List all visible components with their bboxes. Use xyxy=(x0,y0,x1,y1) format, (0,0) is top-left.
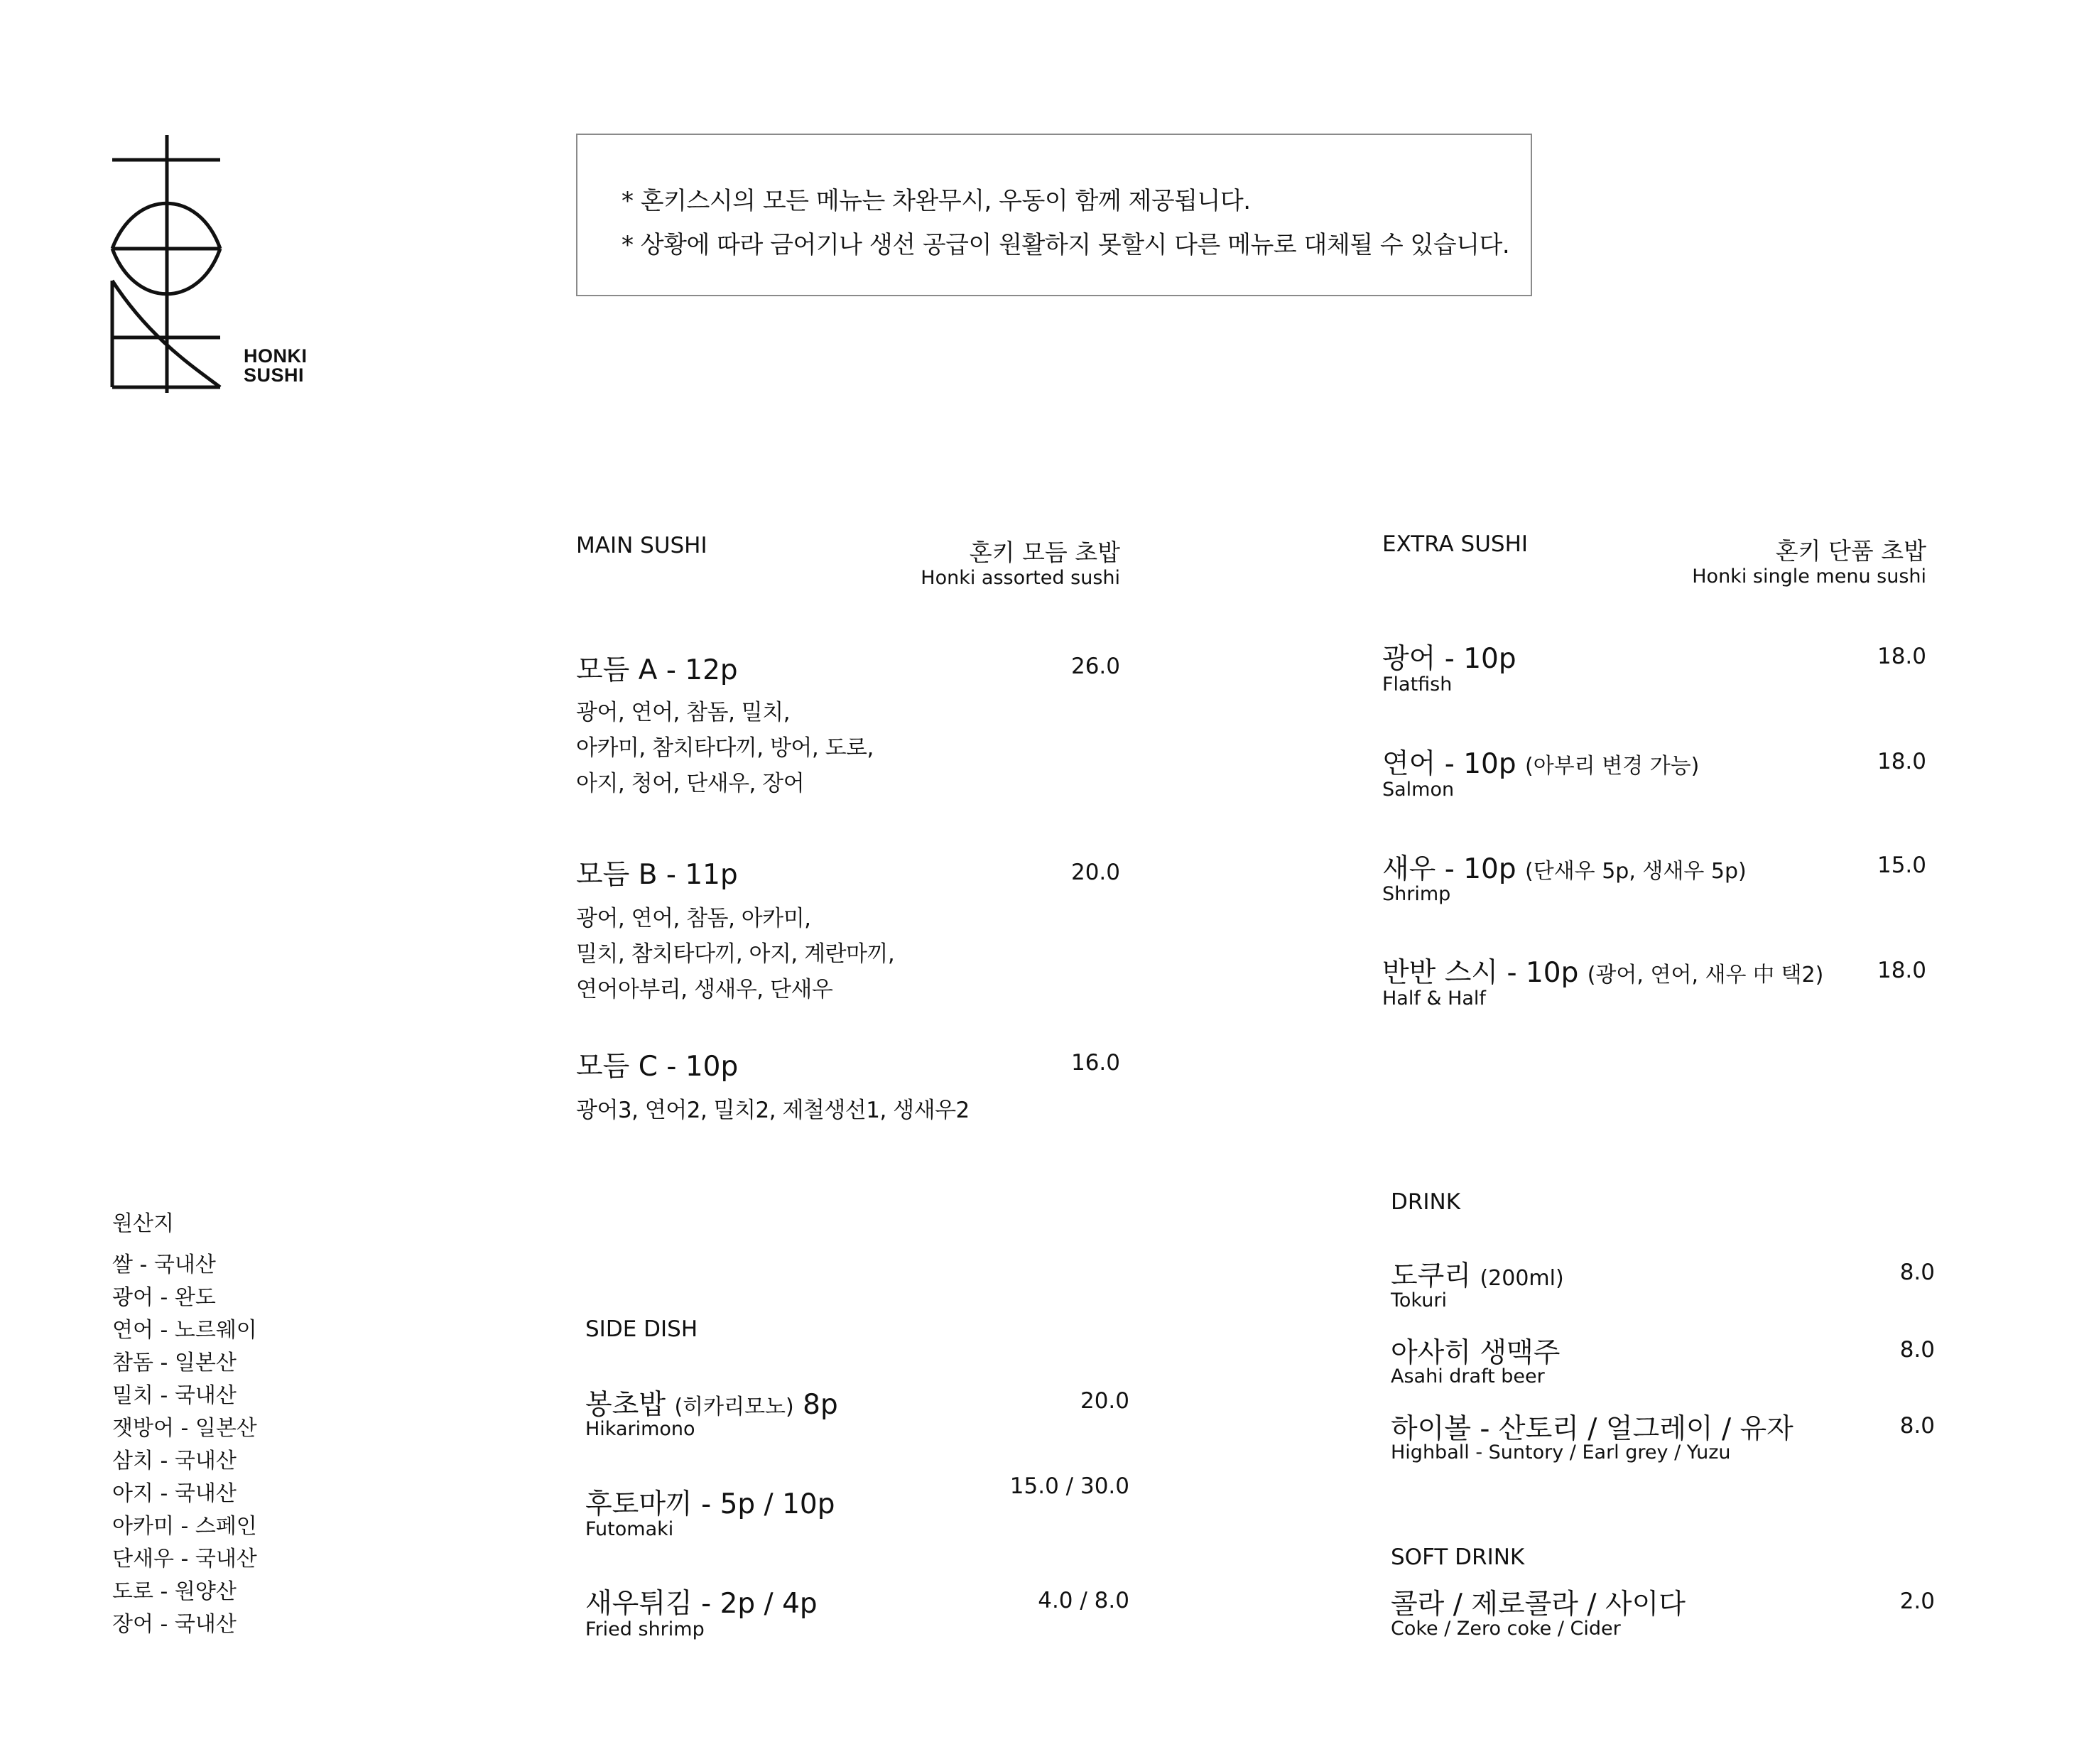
item-name: 하이볼 - 산토리 / 얼그레이 / 유자 xyxy=(1391,1413,1793,1445)
origin-item: 밀치 - 국내산 xyxy=(112,1383,237,1408)
item-name: 봉초밥 (히카리모노) 8p xyxy=(585,1389,838,1421)
notice-line-2: * 상황에 따라 금어기나 생선 공급이 원활하지 못할시 다른 메뉴로 대체될 수 있습니다. xyxy=(622,231,1510,259)
item-name-english: Half & Half xyxy=(1382,987,1486,1010)
item-price: 2.0 xyxy=(1899,1589,1935,1614)
item-price: 8.0 xyxy=(1899,1413,1935,1439)
item-price: 16.0 xyxy=(1070,1050,1120,1076)
item-note: (히카리모노) xyxy=(674,1395,794,1419)
item-price: 8.0 xyxy=(1899,1337,1935,1363)
extra-sushi-title-en: Honki single menu sushi xyxy=(1692,566,1926,588)
origin-item: 아지 - 국내산 xyxy=(112,1481,237,1506)
notice-box xyxy=(576,134,1532,296)
origin-title: 원산지 xyxy=(112,1211,174,1236)
item-name-english: Fried shrimp xyxy=(585,1618,705,1640)
origin-item: 쌀 - 국내산 xyxy=(112,1252,216,1277)
item-price: 15.0 xyxy=(1877,853,1926,878)
item-description: 광어, 연어, 참돔, 밀치, 아카미, 참치타다끼, 방어, 도로, 아지, 청어, 단새우, 장어 xyxy=(576,700,874,796)
brand-name-line2: SUSHI xyxy=(244,364,305,386)
item-description: 광어3, 연어2, 밀치2, 제철생선1, 생새우2 xyxy=(576,1098,970,1123)
item-name-english: Hikarimono xyxy=(585,1418,695,1440)
origin-item: 삼치 - 국내산 xyxy=(112,1449,237,1473)
brand-name-line1: HONKI xyxy=(244,345,308,367)
item-name-english: Futomaki xyxy=(585,1518,674,1540)
item-price: 26.0 xyxy=(1070,654,1120,679)
origin-item: 연어 - 노르웨이 xyxy=(112,1318,257,1343)
item-description: 광어, 연어, 참돔, 아카미, 밀치, 참치타다끼, 아지, 계란마끼, 연어아부리, 생새우, 단새우 xyxy=(576,906,895,1002)
origin-item: 참돔 - 일본산 xyxy=(112,1351,237,1375)
item-name: 모듬 C - 10p xyxy=(576,1051,739,1083)
item-price: 18.0 xyxy=(1877,749,1926,774)
side-dish-title: SIDE DISH xyxy=(585,1316,698,1342)
main-sushi-title-ko: 혼키 모듬 초밥 xyxy=(969,539,1120,566)
item-name: 모듬 A - 12p xyxy=(576,654,738,686)
item-name-english: Shrimp xyxy=(1382,883,1451,905)
soft-drink-title: SOFT DRINK xyxy=(1391,1544,1525,1570)
item-price: 18.0 xyxy=(1877,958,1926,983)
item-note: (광어, 연어, 새우 中 택2) xyxy=(1587,963,1824,987)
item-name-english: Coke / Zero coke / Cider xyxy=(1391,1618,1621,1640)
origin-item: 단새우 - 국내산 xyxy=(112,1547,257,1571)
item-price: 4.0 / 8.0 xyxy=(1038,1588,1129,1613)
item-name-english: Salmon xyxy=(1382,779,1455,801)
item-name: 콜라 / 제로콜라 / 사이다 xyxy=(1391,1589,1686,1620)
origin-item: 장어 - 국내산 xyxy=(112,1612,237,1637)
item-note: (아부리 변경 가능) xyxy=(1525,754,1700,779)
item-name-english: Flatfish xyxy=(1382,673,1453,696)
main-sushi-title-en: Honki assorted sushi xyxy=(921,567,1120,589)
item-name-english: Tokuri xyxy=(1391,1289,1447,1311)
item-name: 모듬 B - 11p xyxy=(576,859,738,891)
item-note: (단새우 5p, 생새우 5p) xyxy=(1525,859,1747,884)
item-name: 연어 - 10p (아부리 변경 가능) xyxy=(1382,748,1700,780)
origin-list xyxy=(112,1249,257,1641)
origin-item: 광어 - 완도 xyxy=(112,1285,216,1310)
item-price: 18.0 xyxy=(1877,644,1926,669)
item-price: 20.0 xyxy=(1080,1388,1129,1414)
main-sushi-title: MAIN SUSHI xyxy=(576,533,707,558)
item-name: 아사히 생맥주 xyxy=(1391,1337,1561,1369)
item-price: 20.0 xyxy=(1070,860,1120,885)
origin-item: 도로 - 원양산 xyxy=(112,1579,237,1604)
item-name: 후토마끼 - 5p / 10p xyxy=(585,1488,835,1520)
item-price: 8.0 xyxy=(1899,1260,1935,1285)
item-name: 새우 - 10p (단새우 5p, 생새우 5p) xyxy=(1382,853,1747,885)
origin-item: 잿방어 - 일본산 xyxy=(112,1416,257,1441)
item-name-english: Highball - Suntory / Earl grey / Yuzu xyxy=(1391,1441,1731,1463)
item-name: 광어 - 10p xyxy=(1382,643,1516,675)
drink-title: DRINK xyxy=(1391,1189,1461,1215)
item-name: 새우튀김 - 2p / 4p xyxy=(585,1588,818,1620)
item-note: (200ml) xyxy=(1480,1266,1564,1291)
honki-logo-mark xyxy=(107,131,227,394)
item-price: 15.0 / 30.0 xyxy=(1009,1473,1129,1499)
brand-name xyxy=(244,347,308,385)
notice-line-1: * 혼키스시의 모든 메뉴는 차완무시, 우동이 함께 제공됩니다. xyxy=(622,187,1251,215)
item-name: 도쿠리 (200ml) xyxy=(1391,1260,1564,1292)
item-name: 반반 스시 - 10p (광어, 연어, 새우 中 택2) xyxy=(1382,957,1824,989)
extra-sushi-title-ko: 혼키 단품 초밥 xyxy=(1775,537,1926,565)
extra-sushi-title: EXTRA SUSHI xyxy=(1382,531,1529,557)
origin-item: 아카미 - 스페인 xyxy=(112,1514,257,1539)
item-name-english: Asahi draft beer xyxy=(1391,1365,1545,1387)
